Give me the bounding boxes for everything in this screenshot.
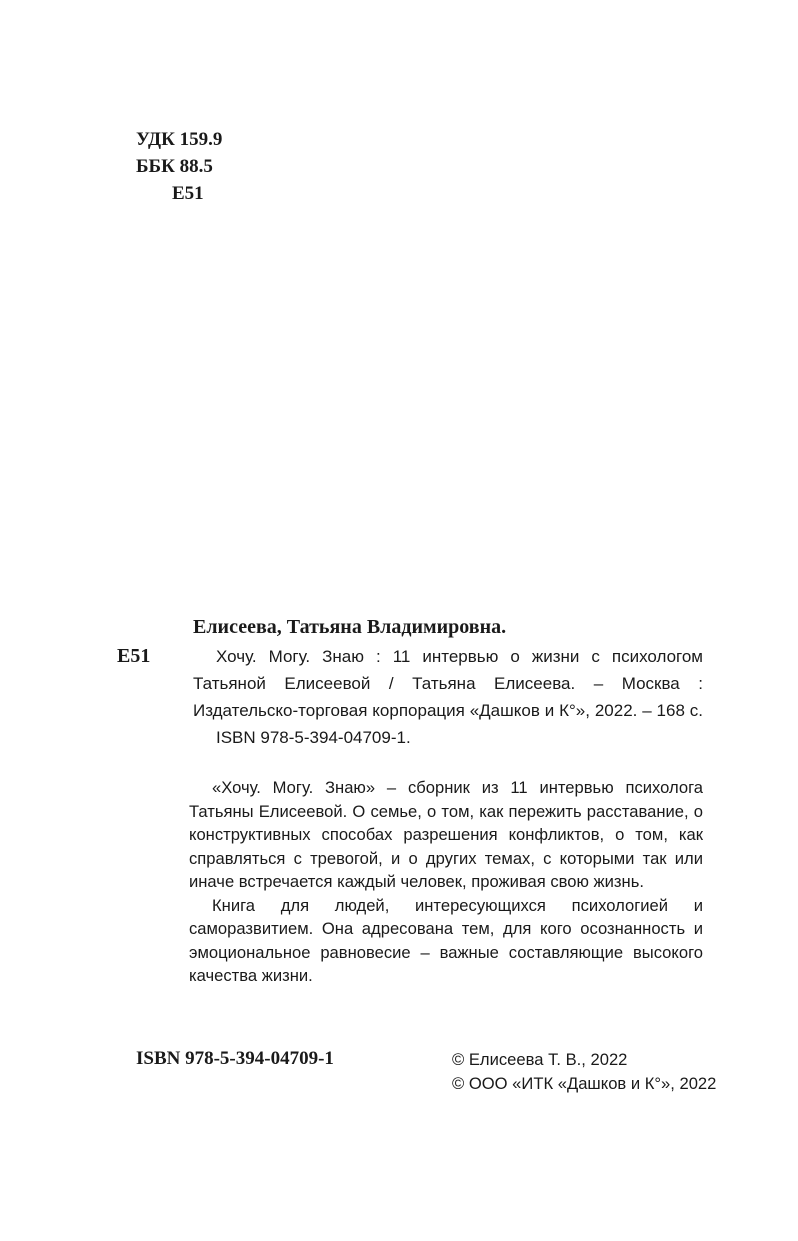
classification-codes [136, 126, 222, 207]
footer-isbn: ISBN 978-5-394-04709-1 [136, 1048, 334, 1069]
udk-code: УДК 159.9 [136, 129, 223, 150]
annotation-paragraph: «Хочу. Могу. Знаю» – сборник из 11 интервью психолога Татьяны Елисеевой. О семье, о том, как пережить расставание, о конструктивных способах разрешения конфликтов, о том, как справляться с тревогой, и о других темах, с которыми так или иначе встречается каждый человек, проживая свою жизнь. [189, 778, 703, 891]
description-text: Хочу. Могу. Знаю : 11 интервью о жизни с психологом Татьяной Елисеевой / Татьяна Елисеева. – Москва : Издательско-торговая корпорация «Дашков и К°», 2022. – 168 с. [193, 647, 703, 720]
record-isbn: ISBN 978-5-394-04709-1. [216, 728, 411, 747]
copyright-author: © Елисеева Т. В., 2022 [452, 1050, 628, 1069]
copyright-block [452, 1048, 716, 1096]
author-mark: Е51 [172, 183, 204, 204]
annotation [189, 776, 703, 988]
bbk-code: ББК 88.5 [136, 156, 213, 177]
bibliographic-description [193, 643, 703, 724]
copyright-publisher: © ООО «ИТК «Дашков и К°», 2022 [452, 1074, 717, 1093]
record-author-mark: Е51 [117, 645, 151, 667]
author-heading: Елисеева, Татьяна Владимировна. [193, 616, 507, 638]
annotation-paragraph: Книга для людей, интересующихся психологией и саморазвитием. Она адресована тем, для кого осознанность и эмоциональное равновесие – важные составляющие высокого качества жизни. [189, 895, 703, 985]
